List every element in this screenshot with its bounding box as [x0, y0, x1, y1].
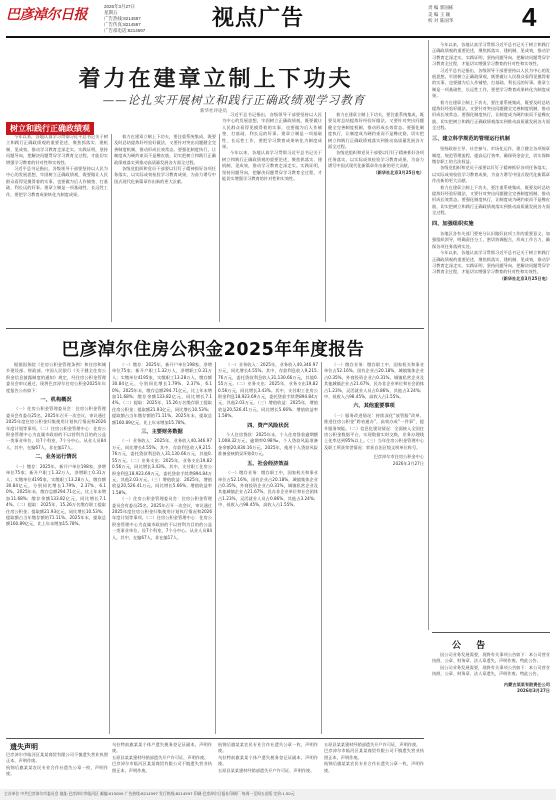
page-number: 4 — [522, 2, 537, 32]
article2-col1 — [6, 362, 106, 734]
announce-item: 乌拉特前旗某某个体户遗失税务登记证副本，声明作废。 — [218, 754, 318, 767]
ad-fax: 广告传真:8214597 — [104, 22, 141, 27]
article2-section-text: 个人住房贷款：2025年末，个人住房贷款逾期额1,008.32万元，逾期率0.98‰，个人贷款风险准备金余额20,830.16万元。2025年，使用个人贷款风险准备金核销呆坏账0万元。 — [218, 432, 318, 457]
article1-tag: 树立和践行正确政绩观 — [6, 122, 94, 135]
article1-paragraph: 习近平总书记指出，各级领导干部要坚持以人民为中心的发展思想，牢固树立正确政绩观，既要做让人民群众看得见摸得着的实事，也要做为后人作铺垫、打基础、利长远的好事。建章立制是一项基础性、长远性工作，要把学习教育成果转化为制度成果。 — [6, 166, 108, 197]
article2-section-text: （一）服务改进情况：持续深化“放管服”改革，推进住房公积金“跨省通办”，高效办成“一件事”，提升服务效能。（二）信息化建设情况：全面接入全国住房公积金数据平台，实现数据实时交换，业务办理线上化率达到95%以上。（三）当年住房公积金管理中心及职工所获荣誉情况：荣获自治区级文明单位称号。 — [324, 412, 424, 450]
announce-title: 遗失声明 — [10, 743, 38, 751]
article1-paragraph: 着力在建章立制上下功夫，要注重系统集成，既要及时总结提炼好经验好做法，又要针对突出问题健全完善制度机制，推动形成长效常态。要强化制度执行，让制度成为硬约束而不是橡皮筋，切实把树立和践行正确政绩观落实到推动高质量发展各方面全过程。 — [328, 112, 424, 150]
announce-col4 — [324, 742, 424, 786]
article2-section-title: 一、机构概况 — [40, 397, 72, 404]
article1-subhead: ——论扎实开展树立和践行正确政绩观学习教育 — [102, 93, 366, 107]
newspaper-logo: 巴彦淖尔日报 — [6, 7, 87, 23]
announce-item: 巴彦淖尔市临河区某某商贸有限公司不慎遗失营业执照正本，声明作废。 — [6, 752, 108, 764]
editor-line: 校 对 陈国华 — [428, 19, 454, 24]
article2-section-text: （一）缴存：2025年，新开户单位198家，净增单位75家；新开户职工1.32万人，净增职工0.31万人；实缴单位4195家，实缴职工13.28万人，缴存额30.84亿元，分别同比增长1.79%、2.37%、6.10%。2025年末，缴存总额294.71亿元，比上年末增加11.68%；缴存余额133.82亿元，同比增长7.14%。（二）提取：2025年，15.26万名缴存职工提取住房公积金；提取额21.93亿元，同比增长10.53%；提取额占当年缴存额的71.11%。2025年末，提取总额160.89亿元，比上年末增加15.78%。 — [112, 362, 212, 425]
right-column — [432, 42, 550, 630]
editor-line: 责 编 郭国栋 — [428, 6, 454, 11]
notice-body — [432, 652, 550, 782]
announce-item: 巴彦淖尔市临河区某某商贸有限公司不慎遗失营业执照正本，声明作废。 — [112, 761, 212, 773]
column-divider — [325, 112, 326, 322]
masthead-info — [104, 4, 145, 34]
article2-section-text: （一）住房公积金管理委员会：住房公积金管理委员会有委员25名，2025年召开一次会议，审议通过2025年度住房公积金归集使用计划执行情况和2026年度计划等事项。（二）住房公积金管理中心：住房公积金管理中心为直属市政府的不以营利为目的的公益一类事业单位，设7个科室，7个分中心。从业人员84人，其中，在编67人，非在编17人。 — [112, 496, 212, 540]
announce-item: 五原县某某建材经销部遗失开户许可证，声明作废。 — [112, 754, 209, 760]
notice-text: 因公司业务发展需要，现将有关事项公告如下：本公司营业执照、公章、财务章、法人章遗失，声明作废。特此公告。 — [432, 652, 550, 664]
page-footer: 主办单位 中共巴彦淖尔市委员会 地址:巴彦淖尔市临河区 邮编:015000 广告热线:8214597 发行热线:8214597 印刷:巴彦淖尔日报社印刷厂 每周一至周五出版 定价:1.50元 — [0, 789, 556, 800]
article1-source: （新华社北京3月25日电） — [373, 169, 424, 175]
right-paragraph: 习近平总书记指出，各级领导干部要坚持以人民为中心的发展思想，牢固树立正确政绩观，既要做让人民群众看得见摸得着的实事，也要做为后人作铺垫、打基础、利长远的好事。建章立制是一项基础性、长远性工作，要把学习教育成果转化为制度成果。 — [432, 67, 550, 99]
article2-section-text: （一）缴存业务：缴存职工中，国家机关和事业单位占52.16%，国有企业占20.18%，城镇集体企业占0.35%，外商投资企业占0.31%，城镇私营企业及其他城镇企业占21.67%，民办非企业单位和社会团体占1.23%，灵活就业人员占0.86%，其他占3.24%；中、低收入占98.45%，高收入占1.55%。 — [218, 470, 318, 508]
article2-section-title: 五、社会经济效益 — [247, 460, 289, 467]
article1-paragraph: 习近平总书记指出，各级领导干部要坚持以人民为中心的发展思想，牢固树立正确政绩观，既要做让人民群众看得见摸得着的实事，也要做为后人作铺垫、打基础、利长远的好事。建章立制是一项基础性、长远性工作，要把学习教育成果转化为制度成果。 — [222, 112, 322, 150]
article2-section-text: （一）缴存：2025年，新开户单位198家，净增单位75家；新开户职工1.32万人，净增职工0.31万人；实缴单位4195家，实缴职工13.28万人，缴存额30.84亿元，分别同比增长1.79%、2.37%、6.10%。2025年末，缴存总额294.71亿元，比上年末增加11.68%；缴存余额133.82亿元，同比增长7.14%。（二）提取：2025年，15.26万名缴存职工提取住房公积金；提取额21.93亿元，同比增长10.53%；提取额占当年缴存额的71.11%。2025年末，提取总额160.89亿元，比上年末增加15.78%。 — [6, 463, 106, 527]
article2-col3 — [218, 362, 318, 734]
announce-item: 杭锦后旗某某农民专业合作社遗失公章一枚，声明作废。 — [324, 761, 424, 773]
announce-item: 五原县某某建材经销部遗失开户许可证，声明作废。 — [218, 767, 315, 773]
article2-section-title: 三、主要财务数据 — [141, 429, 183, 436]
issue-date: 2026年3月27日 — [104, 4, 136, 9]
article1-col3 — [222, 112, 322, 322]
announce-item: 杭锦后旗某某农民专业合作社遗失公章一枚，声明作废。 — [218, 742, 318, 754]
article2-headline[interactable]: 巴彦淖尔住房公积金2025年年度报告 — [61, 340, 365, 360]
article2-section-text: （一）缴存业务：缴存职工中，国家机关和事业单位占52.16%，国有企业占20.18%，城镇集体企业占0.35%，外商投资企业占0.31%，城镇私营企业及其他城镇企业占21.67%，民办非企业单位和社会团体占1.23%，灵活就业人员占0.86%，其他占3.24%；中、低收入占98.45%，高收入占1.55%。 — [324, 362, 424, 400]
column-divider — [215, 362, 216, 734]
article2-section-text: （一）业务收入：2025年，业务收入40,346.97万元，同比增长4.55%。其中，存款利息收入9,215.76万元，委托贷款利息收入31,130.66万元，其他0.55万元。（二）业务支出：2025年，业务支出19,820.56万元，同比增长3.43%。其中，支付职工住房公积金利息18,923.69万元，委托贷款手续费894.84万元，其他2.03万元。（三）增值收益：2025年，增值收益20,526.41万元，同比增长5.66%；增值收益率1.58%。 — [218, 362, 318, 419]
article2-sign: 巴彦淖尔市住房公积金中心 — [373, 454, 424, 460]
notice-date: 2026年3月27日 — [517, 688, 550, 694]
announce-item: 乌拉特前旗某某个体户遗失税务登记证副本，声明作废。 — [112, 742, 212, 754]
editor-line: 美 编 王 颖 — [428, 12, 451, 18]
article2-section-text: （一）业务收入：2025年，业务收入40,346.97万元，同比增长4.55%。其中，存款利息收入9,215.76万元，委托贷款利息收入31,130.66万元，其他0.55万元。（二）业务支出：2025年，业务支出19,820.56万元，同比增长3.43%。其中，支付职工住房公积金利息18,923.69万元，委托贷款手续费894.84万元，其他2.03万元。（三）增值收益：2025年，增值收益20,526.41万元，同比增长5.66%；增值收益率1.58%。 — [112, 438, 212, 495]
article2-intro: 根据国务院《住房公积金管理条例》和住房和城乡建设部、财政部、中国人民银行《关于健全住房公积金信息披露制度的通知》规定，经住房公积金管理委员会审议通过，现将巴彦淖尔住房公积金2025年年度报告公布如下： — [6, 362, 106, 393]
right-paragraph: 着力在建章立制上下功夫，要注重系统集成，既要及时总结提炼好经验好做法，又要针对突出问题健全完善制度机制，推动形成长效常态。要强化制度执行，让制度成为硬约束而不是橡皮筋，切实把树立和践行正确政绩观落实到推动高质量发展各方面全过程。 — [432, 184, 550, 216]
article2-section-title: 四、资产风险状况 — [247, 422, 289, 429]
announce-separator — [6, 738, 424, 739]
column-divider — [321, 362, 322, 734]
section-title: 视点广告 — [212, 5, 305, 31]
right-section-text: 坚持政府主导、社会参与、市场化运作，建立健全各项规章制度，规范管理流程，提高运行效率，确保资金安全，切实保障缴存职工的合法权益。 — [432, 146, 550, 164]
article-separator — [6, 328, 424, 329]
column-divider — [109, 362, 110, 734]
article2-section-title: 二、业务运行情况 — [35, 454, 77, 461]
announce-col2 — [112, 742, 212, 786]
notice-sign: 内蒙古某某有限责任公司 — [503, 681, 550, 687]
announce-item: 杭锦后旗某某农民专业合作社遗失公章一枚，声明作废。 — [6, 764, 108, 777]
article1-headline[interactable]: 着力在建章立制上下功夫 — [78, 66, 354, 92]
right-section-title: 四、加强组织实施 — [432, 220, 474, 227]
article1-paragraph: 着力在建章立制上下功夫，要注重系统集成，既要及时总结提炼好经验好做法，又要针对突出问题健全完善制度机制，推动形成长效常态。要强化制度执行，让制度成为硬约束而不是橡皮筋，切实把树立和践行正确政绩观落实到推动高质量发展各方面全过程。 — [114, 134, 216, 165]
issue-weekday: 星期五 — [104, 10, 118, 15]
ad-hotline: 广告热线:8214597 — [104, 16, 141, 21]
article1-paragraph: 各级党组织和党员干部要以钉钉子精神抓好各项任务落实，以实际成效检验学习教育成果，为奋力谱写中国式现代化新篇章作出新的更大贡献。 — [328, 150, 424, 169]
editor-credits — [428, 6, 453, 26]
notice-text: 因公司业务发展需要，现将有关事项公告如下：本公司营业执照、公章、财务章、法人章遗失，声明作废。特此公告。 — [432, 664, 550, 677]
right-paragraph: 今年以来，各地认真学习贯彻习近平总书记关于树立和践行正确政绩观的重要论述，聚焦抓落实、建机制、见成效，推动学习教育走深走实。实践证明，坚持问题导向，把解决问题贯穿学习教育全过程，才能切实增强学习教育的针对性和实效性。 — [432, 250, 550, 275]
article1-col2 — [114, 134, 216, 322]
announce-item: 五原县某某建材经销部遗失开户许可证，声明作废。 — [324, 742, 421, 747]
ad-contact: 广告部电话:8214597 — [104, 28, 146, 33]
right-paragraph: 着力在建章立制上下功夫，要注重系统集成，既要及时总结提炼好经验好做法，又要针对突出问题健全完善制度机制，推动形成长效常态。要强化制度执行，让制度成为硬约束而不是橡皮筋，切实把树立和践行正确政绩观落实到推动高质量发展各方面全过程。 — [432, 99, 550, 131]
right-section-title: 三、建立科学规范的管理运行机制 — [432, 135, 510, 142]
article2-section-title: 六、其他重要事项 — [353, 403, 395, 410]
article2-sign-date: 2026年3月27日 — [392, 460, 424, 466]
masthead-rule — [6, 36, 550, 38]
right-paragraph: 今年以来，各地认真学习贯彻习近平总书记关于树立和践行正确政绩观的重要论述，聚焦抓落实、建机制、见成效，推动学习教育走深走实。实践证明，坚持问题导向，把解决问题贯穿学习教育全过程，才能切实增强学习教育的针对性和实效性。 — [432, 42, 550, 67]
announce-col3 — [218, 742, 318, 786]
article2-col2 — [112, 362, 212, 734]
right-paragraph: 各级党组织和党员干部要以钉钉子精神抓好各项任务落实，以实际成效检验学习教育成果，为奋力谱写中国式现代化新篇章作出新的更大贡献。 — [432, 165, 550, 184]
article1-paragraph: 各级党组织和党员干部要以钉钉子精神抓好各项任务落实，以实际成效检验学习教育成果，为奋力谱写中国式现代化新篇章作出新的更大贡献。 — [114, 166, 216, 184]
notice-separator — [432, 632, 550, 633]
announce-item: 巴彦淖尔市临河区某某商贸有限公司不慎遗失营业执照正本，声明作废。 — [324, 748, 424, 760]
column-divider — [219, 134, 220, 322]
article1-col1 — [6, 134, 108, 322]
column-divider — [111, 134, 112, 322]
article2-section-text: （一）住房公积金管理委员会：住房公积金管理委员会有委员25名，2025年召开一次会议，审议通过2025年度住房公积金归集使用计划执行情况和2026年度计划等事项。（二）住房公积金管理中心：住房公积金管理中心为直属市政府的不以营利为目的的公益一类事业单位，设7个科室，7个分中心。从业人员84人，其中，在编67人，非在编17人。 — [6, 406, 106, 450]
right-section-text: 各地区各有关部门要充分认识做好此项工作的重要意义，加强组织领导，明确责任分工，密切协调配合，形成工作合力，确保各项任务落到实处。 — [432, 230, 550, 249]
article2-col4 — [324, 362, 424, 734]
notice-title: 公 告 — [452, 641, 492, 651]
article1-byline: 新华社评论员 — [200, 109, 227, 114]
article1-col4 — [328, 112, 424, 322]
column-divider — [428, 40, 429, 630]
article1-paragraph: 今年以来，各地认真学习贯彻习近平总书记关于树立和践行正确政绩观的重要论述，聚焦抓落实、建机制、见成效，推动学习教育走深走实。实践证明，坚持问题导向，把解决问题贯穿学习教育全过程，才能切实增强学习教育的针对性和实效性。 — [6, 134, 108, 165]
announce-col1 — [6, 752, 108, 786]
article1-paragraph: 今年以来，各地认真学习贯彻习近平总书记关于树立和践行正确政绩观的重要论述，聚焦抓落实、建机制、见成效，推动学习教育走深走实。实践证明，坚持问题导向，把解决问题贯穿学习教育全过程，才能切实增强学习教育的针对性和实效性。 — [222, 150, 322, 182]
right-source: （新华社北京3月25日电） — [499, 275, 550, 281]
